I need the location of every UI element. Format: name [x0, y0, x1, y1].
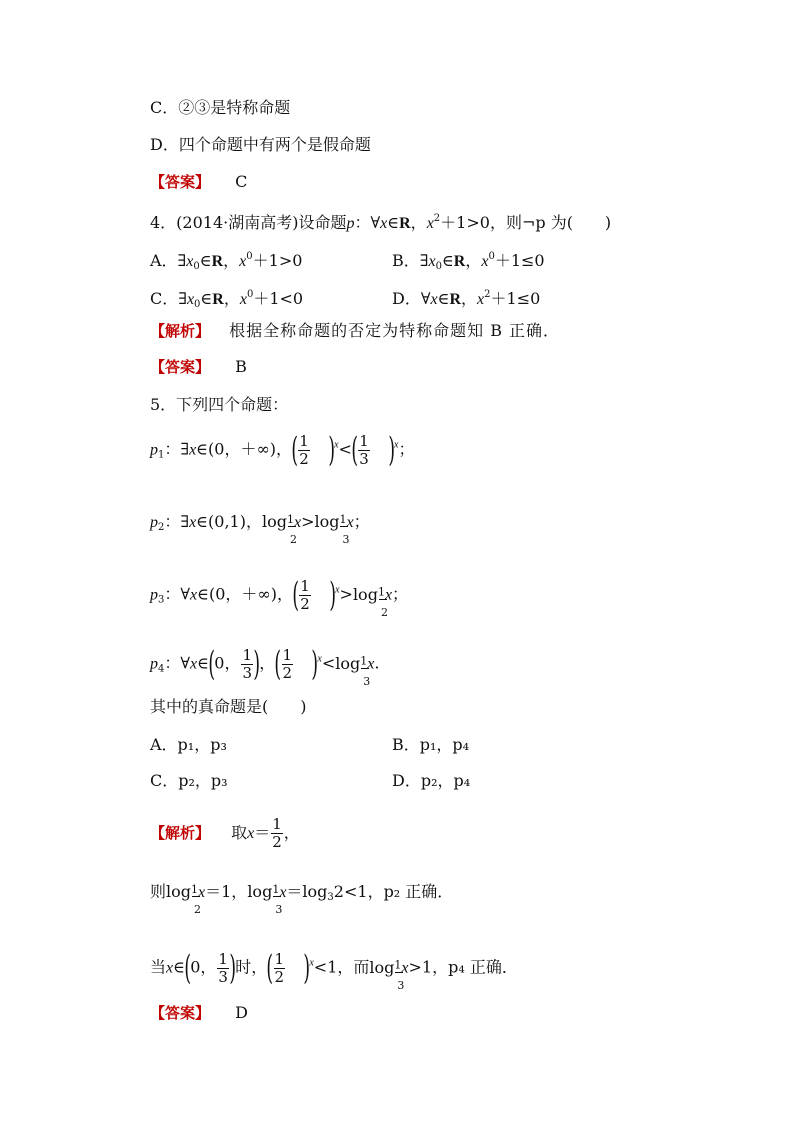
answer-q5: [150, 1003, 248, 1023]
option-a-q5: A．p₁，p₃: [150, 735, 227, 754]
option-d-q5: D．p₂，p₄: [392, 771, 471, 790]
proposition-p1: $p_1$：∃x∈(0，＋∞)，( $\frac{1}{2}$ )$^x$<( $\frac{1}{3}$ )$^x$；: [150, 430, 415, 470]
analysis-label: 【解析】: [150, 322, 211, 340]
answer-q4: [150, 357, 247, 377]
analysis-q4: [150, 321, 560, 341]
option-c-q3: C．②③是特称命题: [150, 98, 291, 117]
option-b-q4: B．$\exists x_0\in R$，$x^0+1\le 0$: [392, 251, 545, 272]
when-text: 当: [150, 957, 167, 977]
shi-text: 时，: [235, 957, 268, 977]
option-b-q5: B．p₁，p₄: [392, 735, 470, 754]
option-a-q4: A．$\exists x_0\in R$，$x^0+1>0$: [150, 251, 303, 272]
answer-value: D: [235, 1003, 248, 1022]
analysis-q5-line3: 当x∈(0， $\frac{1}{3}$ )时，( $\frac{1}{2}$ )$^x$<1，而log 3 $^1$x>1，p₄ 正确．: [150, 948, 518, 992]
answer-q3: [150, 172, 247, 192]
take-text: 取: [231, 823, 248, 842]
stem-prefix: 4．(2014·湖南高考)设命题: [150, 213, 347, 232]
stem-suffix: 则¬p 为( ): [505, 213, 612, 232]
proposition-p2: $p_2$：∃x∈(0,1)，log 2 $^1$x>log 3 $^1$x；: [150, 512, 370, 546]
correct-text-1: ，p₂ 正确．: [367, 882, 454, 901]
correct-text-2: ，p₄ 正确．: [432, 957, 518, 977]
option-d-q4: D．∀x∈R，$x^2+1\le 0$: [392, 289, 541, 308]
answer-label: 【答案】: [150, 1004, 211, 1022]
analysis-label: 【解析】: [150, 824, 211, 842]
answer-value: B: [235, 357, 247, 376]
analysis-text: 根据全称命题的否定为特称命题知 B 正确．: [229, 321, 561, 340]
analysis-q5: 【解析】 取x＝ $\frac{1}{2}$ ，: [150, 815, 300, 851]
analysis-q5-line2: 则log 2 $^1$x＝1，log 3 $^1x=\log_32<1$，p₂ 正确．: [150, 882, 454, 916]
option-c-q4: C．$\exists x_0\in R$，$x^0+1<0$: [150, 289, 304, 310]
proposition-p3: $p_3$：∀x∈(0，＋∞)，( $\frac{1}{2}$ )$^x$>log 2 $^1$x；: [150, 575, 409, 619]
er-text: ，而: [337, 957, 370, 977]
question-4-stem: 4．(2014·湖南高考)设命题p：∀x∈R，$x^2+1>0$，则¬p 为( ): [150, 213, 612, 232]
then-text: 则: [150, 882, 167, 901]
option-c-q5: C．p₂，p₃: [150, 771, 228, 790]
answer-value: C: [235, 172, 248, 191]
question-5-stem: 5．下列四个命题：: [150, 395, 289, 414]
question-5-ask: 其中的真命题是( ): [150, 697, 307, 716]
answer-label: 【答案】: [150, 358, 211, 376]
answer-label: 【答案】: [150, 173, 211, 191]
proposition-p4: $p_4$：∀x∈(0， $\frac{1}{3}$ )，( $\frac{1}{2}$ )$^x$<log 3 $^1$x.: [150, 644, 380, 688]
option-d-q3: D．四个命题中有两个是假命题: [150, 135, 371, 154]
